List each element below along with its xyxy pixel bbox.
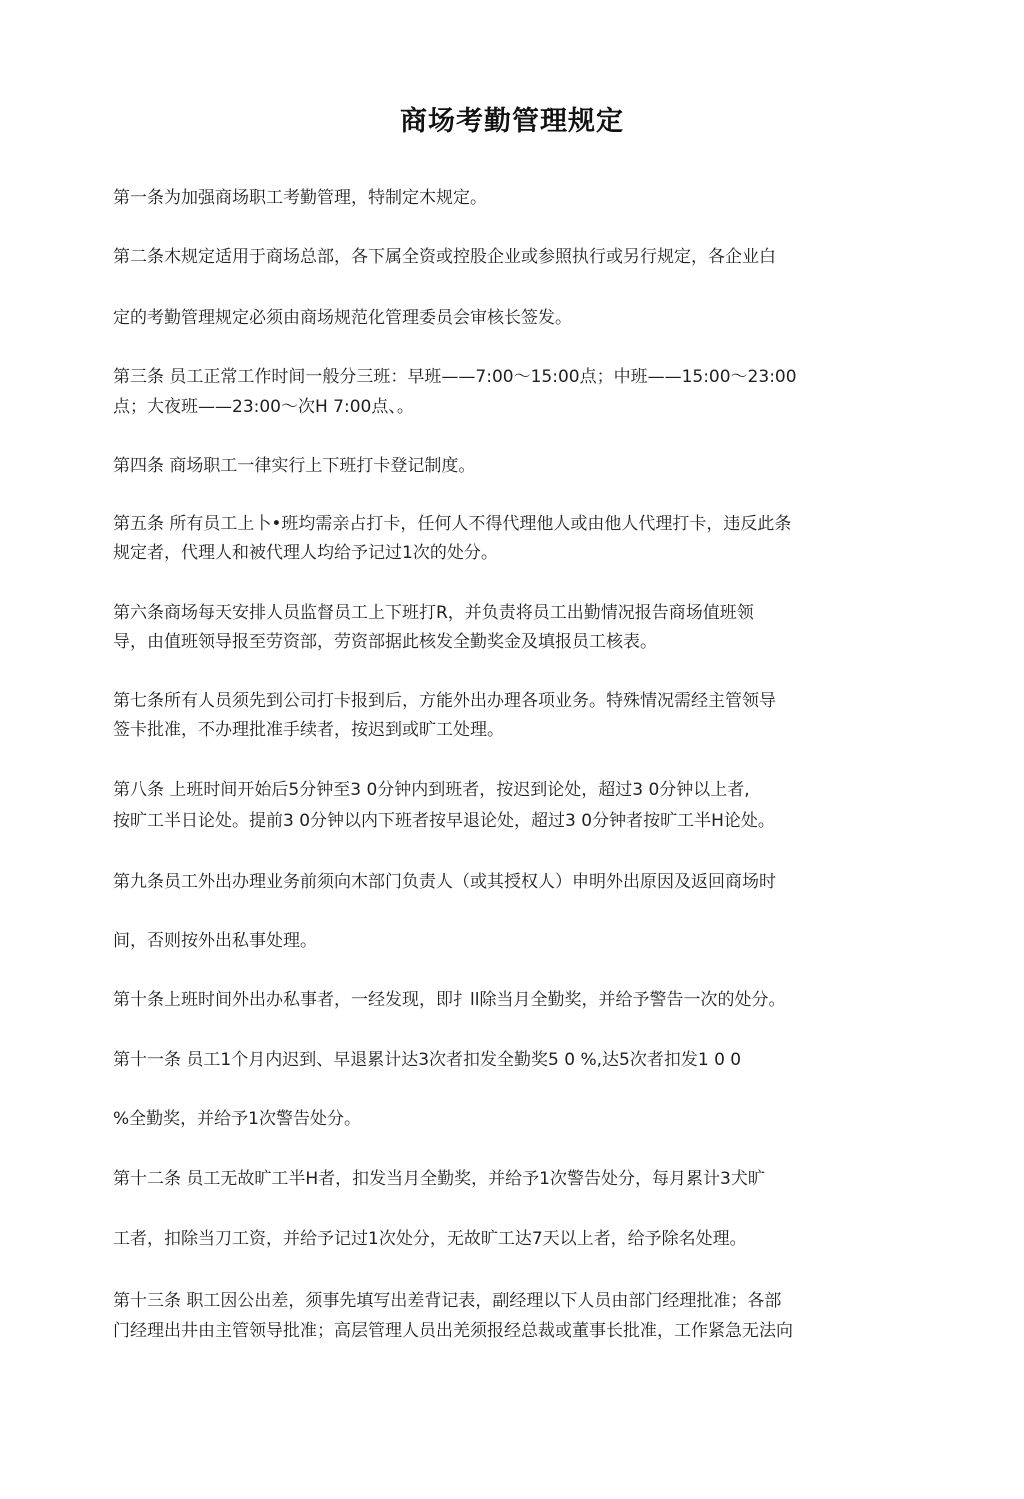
document-title: 商场考勤管理规定 [400,106,624,137]
article-2-line-2: 定的考勤管理规定必须由商场规范化管理委员会审核长签发。 [113,308,572,328]
article-9-line-2: 间，否则按外出私事处理。 [113,931,317,951]
article-2-line-1: 第二条木规定适用于商场总部，各下属全资或控股企业或参照执行或另行规定，各企业白 [113,247,776,267]
article-3-line-1: 第三条 员工正常工作时间一般分三班：早班——7:00～15:00点；中班——15:00～23:00 [113,367,797,387]
article-12-line-1: 第十二条 员工无故旷工半H者，扣发当月全勤奖，并给予1次警告处分，每月累计3犬旷 [113,1169,765,1189]
article-6-line-2: 导，由值班领导报至劳资部，劳资部据此核发全勤奖金及填报员工核表。 [113,632,657,652]
article-5-line-1: 第五条 所有员工上卜•班均需亲占打卡，任何人不得代理他人或由他人代理打卡，违反此条 [113,514,792,534]
article-11-line-2: %全勤奖，并给予1次警告处分。 [113,1109,361,1129]
article-10-line-1: 第十条上班时间外出办私事者，一经发现，即扌ll除当月全勤奖，并给予警告一次的处分。 [113,990,786,1010]
article-12-line-2: 工者，扣除当刀工资，并给予记过1次处分，无故旷工达7天以上者，给予除名处理。 [113,1229,747,1249]
article-9-line-1: 第九条员工外出办理业务前须向木部门负责人（或其授权人）申明外出原因及返回商场时 [113,872,776,892]
article-8-line-1: 第八条 上班时间开始后5分钟至3 0分钟内到班者，按迟到论处，超过3 0分钟以上者, [113,780,750,800]
article-7-line-1: 第七条所有人员须先到公司打卡报到后，方能外出办理各项业务。特殊情况需经主管领导 [113,691,776,711]
article-8-line-2: 按旷工半日论处。提前3 0分钟以内下班者按早退论处，超过3 0分钟者按旷工半H论处。 [113,811,775,831]
article-11-line-1: 第十一条 员工1个月内迟到、早退累计达3次者扣发全勤奖5 0 %,达5次者扣发1 0 0 [113,1050,742,1070]
article-13-line-2: 门经理出井由主管领导批准；高层管理人员出羌须报经总裁或董事长批准，工作紧急无法向 [113,1321,793,1341]
article-1-line-1: 第一条为加强商场职工考勤管理，特制定木规定。 [113,188,487,208]
article-3-line-2: 点；大夜班——23:00～次H 7:00点、。 [113,397,414,417]
article-5-line-2: 规定者，代理人和被代理人均给予记过1次的处分。 [113,543,498,563]
article-7-line-2: 签卡批准，不办理批准手续者，按迟到或旷工处理。 [113,720,504,740]
article-13-line-1: 第十三条 职工因公出差，须事先填写出差背记表，副经理以下人员由部门经理批准；各部 [113,1291,782,1311]
article-4-line-1: 第四条 商场职工一律实行上下班打卡登记制度。 [113,456,476,476]
article-6-line-1: 第六条商场每天安排人员监督员工上下班打R，并负责将员工出勤情况报告商场值班领 [113,603,754,623]
